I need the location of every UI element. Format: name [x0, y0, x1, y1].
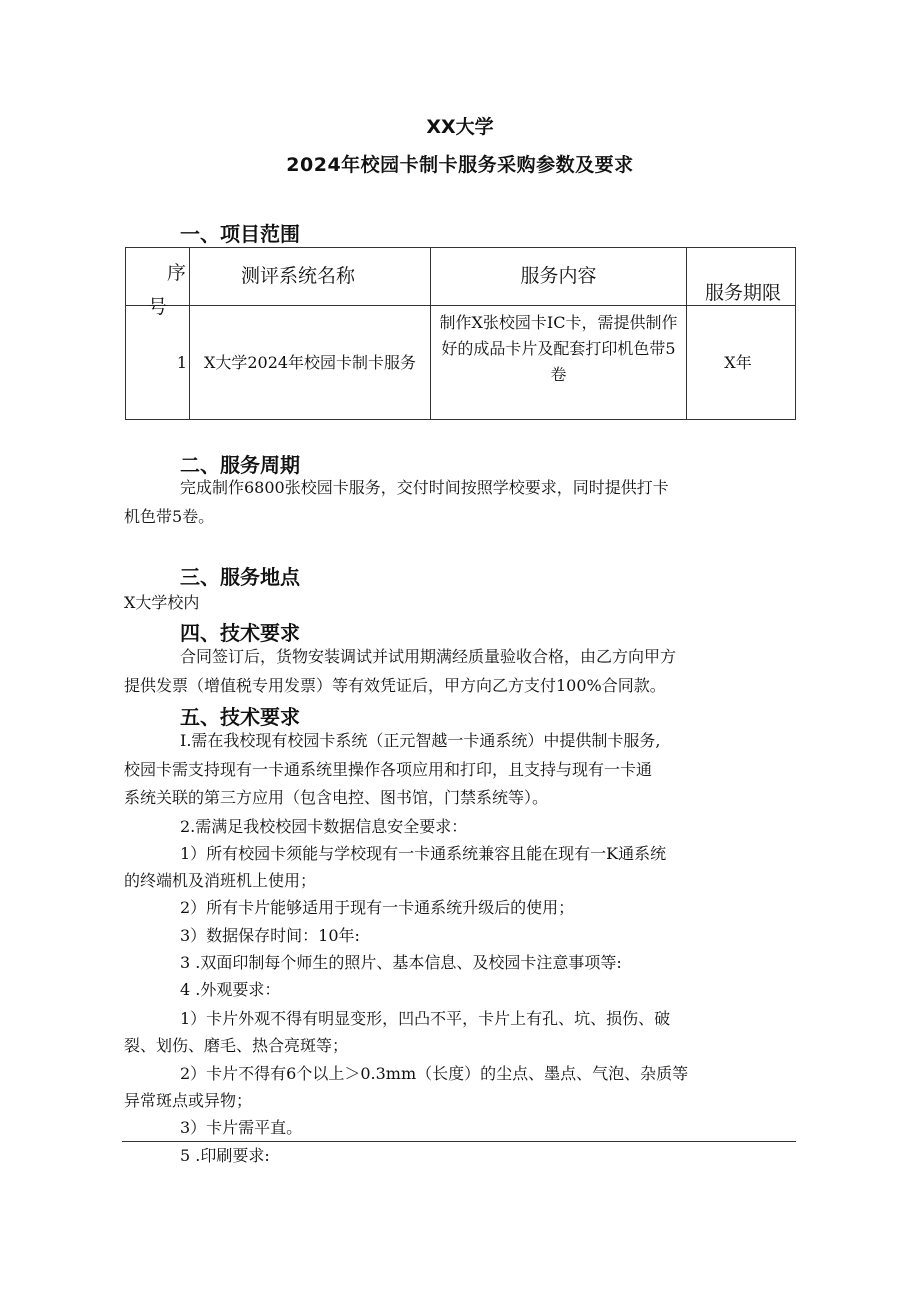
section5-item: 裂、划伤、磨毛、热合亮斑等； [124, 1036, 349, 1055]
row-service-content: 制作X张校园卡IC卡，需提供制作好的成品卡片及配套打印机色带5卷 [431, 306, 687, 420]
section1-heading: 一、项目范围 [180, 222, 300, 246]
header-seq [126, 248, 190, 318]
section5-heading: 五、技术要求 [180, 705, 300, 729]
table-row [126, 306, 796, 420]
section5-item: 3）卡片需平直。 [180, 1118, 303, 1137]
section5-item: 5 .印刷要求: [180, 1146, 270, 1165]
header-seq-bottom: 号 [148, 296, 168, 318]
section3-heading: 三、服务地点 [180, 565, 300, 589]
section5-item: I.需在我校现有校园卡系统（正元智越一卡通系统）中提供制卡服务, [180, 731, 661, 750]
section5-item: 校园卡需支持现有一卡通系统里操作各项应用和打印，且支持与现有一卡通 [124, 760, 653, 779]
header-system-name: 测评系统名称 [190, 248, 431, 306]
header-service-content: 服务内容 [431, 248, 687, 306]
section5-item: 3 .双面印制每个师生的照片、基本信息、及校园卡注意事项等: [180, 953, 622, 972]
section4-heading: 四、技术要求 [180, 621, 300, 645]
section2-heading: 二、服务周期 [180, 453, 300, 477]
document-title-university: XX大学 [426, 116, 494, 138]
scope-table [125, 247, 796, 420]
section5-item: 系统关联的第三方应用（包含电控、图书馆，门禁系统等）。 [124, 788, 549, 807]
section2-line1: 完成制作6800张校园卡服务，交付时间按照学校要求，同时提供打卡 [180, 478, 669, 497]
header-service-period: 服务期限 [687, 248, 796, 306]
section5-item: 1）卡片外观不得有明显变形，凹凸不平，卡片上有孔、坑、损伤、破 [180, 1009, 671, 1028]
section4-line2: 提供发票（增值税专用发票）等有效凭证后，甲方向乙方支付100%合同款。 [124, 676, 666, 695]
section5-item: 2）卡片不得有6个以上＞0.3mm（长度）的尘点、墨点、气泡、杂质等 [180, 1064, 689, 1083]
row-system-name: X大学2024年校园卡制卡服务 [190, 306, 431, 420]
row-service-period: X年 [687, 306, 796, 420]
section5-item: 异常斑点或异物； [124, 1091, 253, 1110]
section2-line2: 机色带5卷。 [124, 507, 215, 526]
section3-text: X大学校内 [124, 593, 200, 612]
section5-item: 1）所有校园卡须能与学校现有一卡通系统兼容且能在现有一K通系统 [180, 844, 667, 863]
header-seq-top: 序 [166, 262, 186, 284]
section5-item: 4 .外观要求： [180, 980, 281, 999]
section5-item: 3）数据保存时间：10年: [180, 926, 360, 945]
section5-item: 的终端机及消班机上使用； [124, 871, 317, 890]
row-seq: 1 [126, 306, 190, 420]
section5-item: 2.需满足我校校园卡数据信息安全要求： [180, 817, 468, 836]
document-title-main: 2024年校园卡制卡服务采购参数及要求 [286, 154, 634, 176]
section5-item: 2）所有卡片能够适用于现有一卡通系统升级后的使用； [180, 898, 575, 917]
section4-line1: 合同签订后，货物安装调试并试用期满经质量验收合格，由乙方向甲方 [180, 647, 677, 666]
table-header-row [126, 248, 796, 306]
